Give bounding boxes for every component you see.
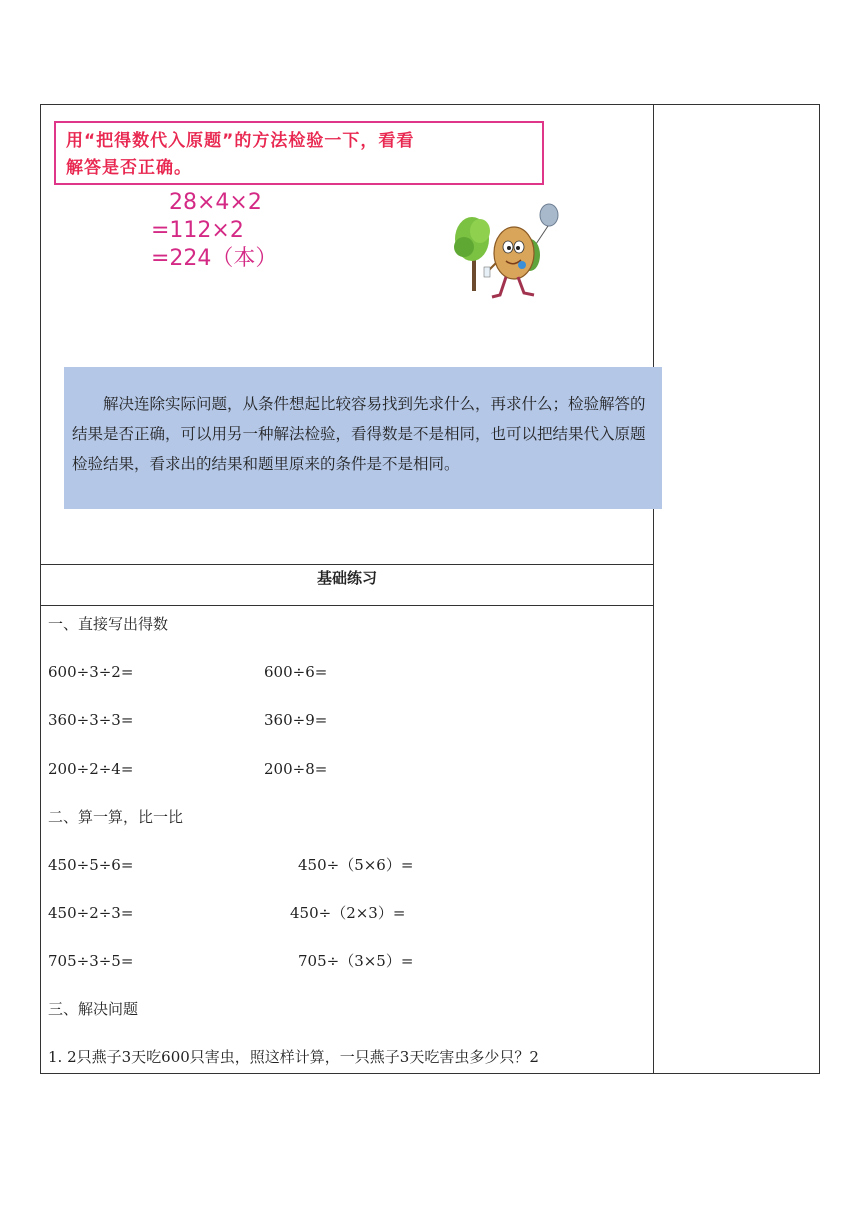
mascot-illustration — [448, 203, 564, 303]
exercise-item: 450÷5÷6= — [48, 856, 134, 874]
problem-1: 1. 2只燕子3天吃600只害虫，照这样计算，一只燕子3天吃害虫多少只？2 — [48, 1048, 539, 1066]
part3-heading: 三、解决问题 — [48, 1000, 139, 1018]
exercise-item: 600÷6= — [264, 663, 328, 681]
exercise-item: 360÷3÷3= — [48, 711, 134, 729]
part1-heading: 一、直接写出得数 — [48, 615, 169, 633]
row-divider-top — [40, 564, 654, 565]
exercise-item: 450÷（5×6）= — [298, 856, 414, 874]
exercise-item: 200÷2÷4= — [48, 760, 134, 778]
exercise-item: 360÷9= — [264, 711, 328, 729]
calc-line-1: 28×4×2 — [169, 190, 262, 215]
check-method-callout — [54, 121, 544, 185]
column-divider — [653, 104, 654, 1074]
balloon-icon — [534, 204, 558, 247]
part2-heading: 二、算一算，比一比 — [48, 808, 184, 826]
exercise-item: 705÷（3×5）= — [298, 952, 414, 970]
row-divider-bottom — [40, 605, 654, 606]
callout-line-1: 用“把得数代入原题”的方法检验一下，看看 — [66, 131, 415, 151]
section-title: 基础练习 — [316, 569, 377, 587]
exercise-item: 705÷3÷5= — [48, 952, 134, 970]
callout-line-2: 解答是否正确。 — [66, 158, 192, 178]
exercise-item: 600÷3÷2= — [48, 663, 134, 681]
summary-note: 解决连除实际问题，从条件想起比较容易找到先求什么，再求什么；检验解答的结果是否正确，可以用另一种解法检验，看得数是不是相同，也可以把结果代入原题检验结果，看求出的结果和题里原来的条件是不是相同。 — [64, 367, 662, 509]
exercise-item: 450÷2÷3= — [48, 904, 134, 922]
calc-line-2: =112×2 — [151, 218, 244, 243]
potato-character-icon — [484, 227, 534, 297]
calc-line-3: =224（本） — [151, 246, 278, 271]
tree-icon — [454, 217, 490, 291]
exercise-item: 450÷（2×3）= — [290, 904, 406, 922]
exercise-item: 200÷8= — [264, 760, 328, 778]
